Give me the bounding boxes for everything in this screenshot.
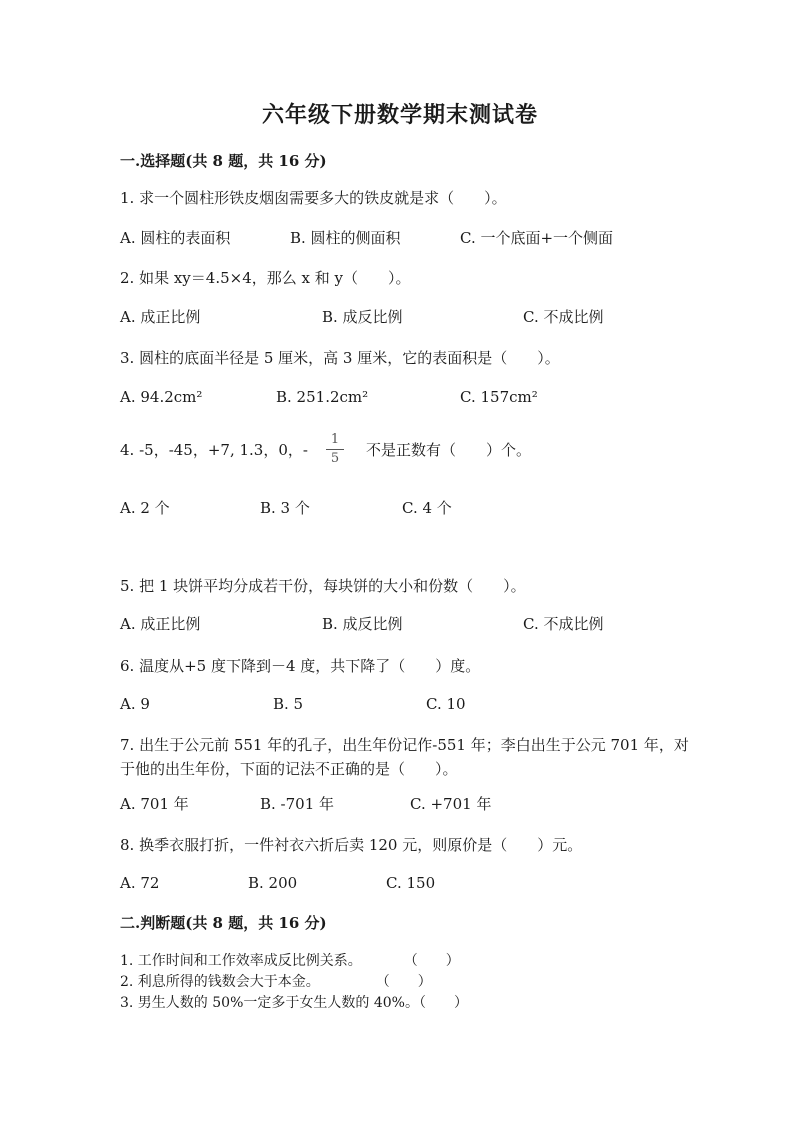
fraction-numerator: 1 <box>330 432 340 447</box>
q2-option-c: C. 不成比例 <box>523 308 604 326</box>
fraction-one-fifth <box>326 432 344 467</box>
q6-option-b: B. 5 <box>273 695 304 713</box>
question-8: 8. 换季衣服打折，一件衬衣六折后卖 120 元，则原价是（ ）元。 <box>120 836 583 854</box>
question-5: 5. 把 1 块饼平均分成若干份，每块饼的大小和份数（ ）。 <box>120 577 526 595</box>
fraction-bar <box>326 449 344 450</box>
q7-option-a: A. 701 年 <box>120 795 189 813</box>
q3-option-b: B. 251.2cm² <box>276 388 369 406</box>
q7-option-c: C. +701 年 <box>410 795 492 813</box>
q1-option-a: A. 圆柱的表面积 <box>120 229 231 247</box>
question-6: 6. 温度从+5 度下降到－4 度，共下降了（ ）度。 <box>120 657 481 675</box>
judge-item-2: 2. 利息所得的钱数会大于本金。 （ ） <box>120 974 432 990</box>
q3-option-a: A. 94.2cm² <box>120 388 203 406</box>
q5-option-b: B. 成反比例 <box>322 615 403 633</box>
q2-option-b: B. 成反比例 <box>322 308 403 326</box>
q5-option-c: C. 不成比例 <box>523 615 604 633</box>
page-title: 六年级下册数学期末测试卷 <box>261 102 538 128</box>
q3-option-c: C. 157cm² <box>460 388 538 406</box>
q6-option-a: A. 9 <box>120 695 150 713</box>
q6-option-c: C. 10 <box>426 695 466 713</box>
section-heading-judge: 二.判断题(共 8 题，共 16 分) <box>120 914 327 932</box>
q8-option-c: C. 150 <box>386 874 436 892</box>
q7-option-b: B. -701 年 <box>260 795 335 813</box>
judge-item-1: 1. 工作时间和工作效率成反比例关系。 （ ） <box>120 953 460 969</box>
section-heading-choice: 一.选择题(共 8 题，共 16 分) <box>120 152 327 170</box>
q4-option-b: B. 3 个 <box>260 499 310 517</box>
q4-option-c: C. 4 个 <box>402 499 452 517</box>
q8-option-a: A. 72 <box>120 874 160 892</box>
q1-option-c: C. 一个底面+一个侧面 <box>460 229 614 247</box>
q1-option-b: B. 圆柱的侧面积 <box>290 229 401 247</box>
question-4-after: 不是正数有（ ）个。 <box>366 441 532 459</box>
q4-option-a: A. 2 个 <box>120 499 170 517</box>
question-2: 2. 如果 xy＝4.5×4，那么 x 和 y（ ）。 <box>120 269 411 287</box>
question-1: 1. 求一个圆柱形铁皮烟囱需要多大的铁皮就是求（ ）。 <box>120 189 507 207</box>
q8-option-b: B. 200 <box>248 874 298 892</box>
judge-item-3: 3. 男生人数的 50%一定多于女生人数的 40%。（ ） <box>120 995 468 1011</box>
question-3: 3. 圆柱的底面半径是 5 厘米，高 3 厘米，它的表面积是（ ）。 <box>120 349 560 367</box>
question-7: 7. 出生于公元前 551 年的孔子，出生年份记作-551 年；李白出生于公元 701 年，对于他的出生年份，下面的记法不正确的是（ ）。 <box>120 736 689 778</box>
q2-option-a: A. 成正比例 <box>120 308 201 326</box>
question-4-before: 4. -5，-45，+7, 1.3，0，- <box>120 441 308 459</box>
q5-option-a: A. 成正比例 <box>120 615 201 633</box>
fraction-denominator: 5 <box>330 451 340 466</box>
